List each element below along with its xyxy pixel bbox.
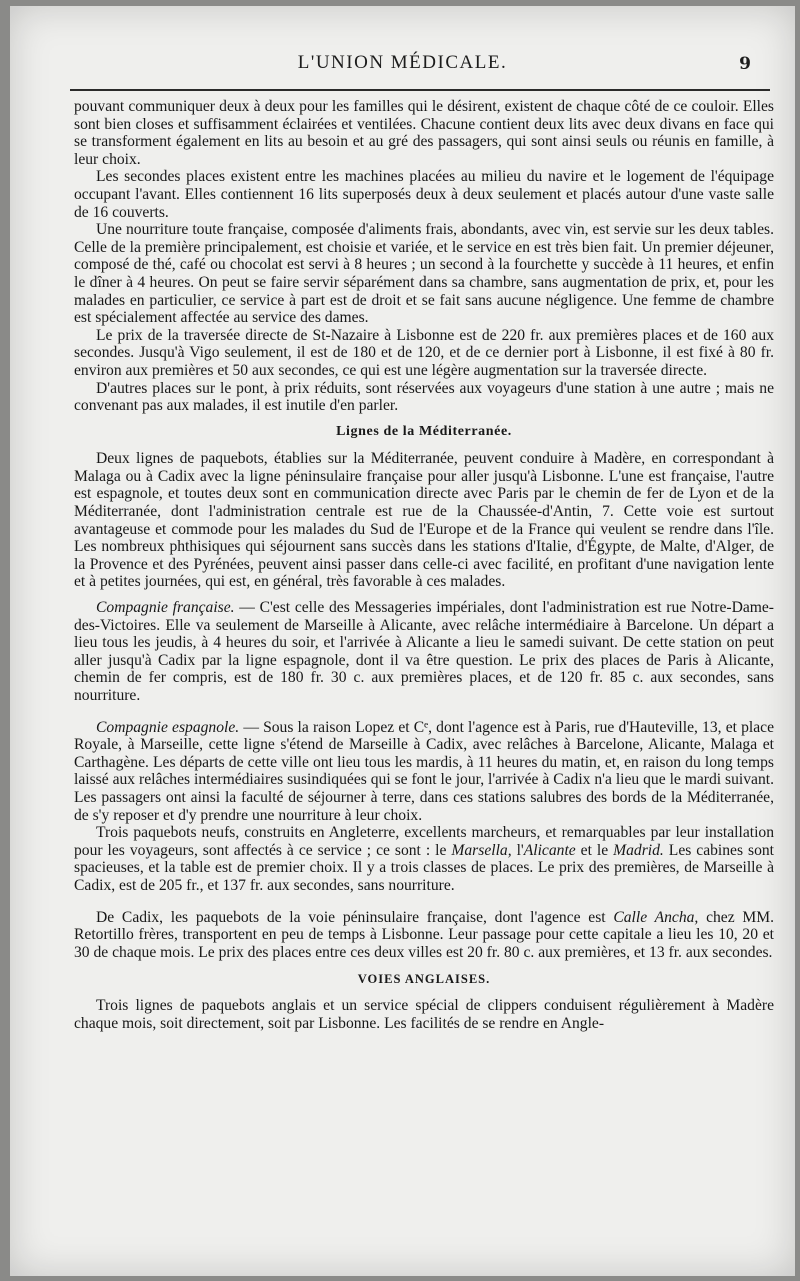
paragraph-text: chez MM. Retortillo frères, transportent en peu de temps à Lisbonne. Leur passage pour cette capitale a lieu les 10, 20 et 30 de chaque mois. Le prix des places entre ces deux villes est 20 fr. 80 c. aux premières, et 13 fr. aux secondes.	[74, 908, 775, 961]
paragraph-text: — Sous la raison Lopez et Cᵉ, dont l'agence est à Paris, rue d'Hauteville, 13, et place Royale, à Marseille, cette ligne s'étend de Marseille à Cadix, avec relâches à Barcelone, Alicante, Malaga et Carthagène. Les départs de cette ville ont lieu tous les mardis, à 11 heures du matin, et, en raison du long temps laissé aux relâches intermédiaires susindiquées qui se font le jour, l'arrivée à Cadix n'a lieu que le mardi suivant. Les passagers ont ainsi la faculté de séjourner à terre, dans ces stations salubres des bords de la Méditerranée, de s'y reposer et d'y prendre une nourriture à leur choix.	[74, 718, 774, 824]
paragraph-label: Compagnie française.	[96, 599, 235, 617]
paragraph-label: Compagnie espagnole.	[96, 718, 240, 736]
article-body	[74, 98, 774, 1032]
paragraph-cadix	[74, 909, 774, 962]
paragraph-text: De Cadix, les paquebots de la voie péninsulaire française, dont l'agence est	[96, 908, 614, 926]
page-header	[10, 52, 795, 82]
section-heading-mediterranee: Lignes de la Méditerranée.	[336, 423, 512, 439]
paragraph: pouvant communiquer deux à deux pour les familles qui le désirent, existent de chaque côté de ce couloir. Elles sont bien closes et suffisamment éclairées et ventilées. Chacune contient deux lits avec deux divans en face qui se transforment également en lits au besoin et au gré des passagers, qui sont ainsi seuls ou réunis en famille, à leur choix.	[74, 98, 774, 168]
spacer	[74, 591, 774, 599]
paragraph-ships	[74, 824, 774, 894]
paragraph: Les secondes places existent entre les machines placées au milieu du navire et le logement de l'équipage occupant l'avant. Elles contiennent 16 lits superposés deux à deux seulement et placés autour d'une vaste salle de 16 couverts.	[74, 168, 774, 221]
paragraph: Une nourriture toute française, composée d'aliments frais, abondants, avec vin, est servie sur les deux tables. Celle de la première principalement, est choisie et variée, et le service en est très bien fait. Un premier déjeuner, composé de thé, café ou chocolat est servi à 8 heures ; un second à la fourchette y succède à 11 heures, et enfin le dîner à 4 heures. On peut se faire servir séparément dans sa chambre, sans augmentation de prix, et, pour les malades en particulier, ce service à part est de droit et se fait sans aucune négligence. Une femme de chambre est spécialement affectée au service des dames.	[74, 221, 774, 327]
paragraph-text: Les cabines sont spacieuses, et la table est de premier choix. Il y a trois classes de places. Le prix des premières, de Marseille à Cadix, est de 205 fr., et 137 fr. aux secondes, sans nourriture.	[74, 841, 775, 894]
paragraph-compagnie-francaise	[74, 599, 774, 705]
header-rule	[70, 89, 770, 91]
spacer	[74, 895, 774, 909]
ship-name: Madrid.	[613, 841, 664, 859]
place-name: Calle Ancha,	[613, 908, 699, 926]
paragraph-compagnie-espagnole	[74, 719, 774, 825]
paragraph: Deux lignes de paquebots, établies sur la Méditerranée, peuvent conduire à Madère, en correspondant à Malaga ou à Cadix avec la ligne péninsulaire française pour aller jusqu'à Lisbonne. L'une est française, l'autre est espagnole, et toutes deux sont en communication directe avec Paris par le chemin de fer de Lyon et de la Méditerranée, dont l'administration centrale est rue de la Chaussée-d'Antin, 7. Cette voie est surtout avantageuse et commode pour les malades du Sud de l'Europe et de la France qui veulent se rendre dans l'île. Les nombreux phthisiques qui séjournent sans succès dans les stations d'Italie, d'Égypte, de Malte, d'Alger, de la Provence et des Pyrénées, peuvent ainsi passer dans celle-ci avec facilité, en profitant d'une navigation lente et à petites journées, qui est, en général, très favorable à ces malades.	[74, 450, 774, 591]
paragraph-text: Trois paquebots neufs, construits en Angleterre, excellents marcheurs, et remarquables par leur installation pour les voyageurs, sont affectés à ce service ; ce sont : le	[74, 824, 774, 859]
spacer	[74, 705, 774, 719]
paragraph: Trois lignes de paquebots anglais et un service spécial de clippers conduisent régulièrement à Madère chaque mois, soit directement, soit par Lisbonne. Les facilités de se rendre en Angle-	[74, 996, 774, 1032]
page	[10, 6, 795, 1276]
paragraph-text: — C'est celle des Messageries impériales, dont l'administration est rue Notre-Dame-des-Victoires. Elle va seulement de Marseille à Alicante, avec relâche intermédiaire à Barcelone. Un départ a lieu tous les jeudis, à 4 heures du soir, et l'arrivée à Alicante a lieu le samedi suivant. De cette station on peut aller jusqu'à Cadix par la ligne espagnole, dont il va être question. Le prix des places de Paris à Alicante, chemin de fer compris, est de 180 fr. 30 c. aux premières places, et de 120 fr. 85 c. aux secondes, sans nourriture.	[74, 599, 774, 704]
page-number: 9	[739, 54, 751, 74]
paragraph-text: l'	[511, 841, 524, 859]
ship-name: Marsella,	[451, 841, 512, 859]
paragraph: Le prix de la traversée directe de St-Nazaire à Lisbonne est de 220 fr. aux premières places et de 160 aux secondes. Jusqu'à Vigo seulement, il est de 180 et de 120, et de ce dernier port à Lisbonne, il est fixé à 80 fr. environ aux premières et 50 aux secondes, ce qui est une légère augmentation sur la traversée directe.	[74, 326, 774, 379]
section-heading-voies-anglaises: VOIES ANGLAISES.	[357, 972, 491, 987]
paragraph-text: et le	[575, 841, 614, 859]
ship-name: Alicante	[523, 841, 576, 859]
running-title: L'UNION MÉDICALE.	[297, 52, 508, 73]
paragraph: D'autres places sur le pont, à prix réduits, sont réservées aux voyageurs d'une station à une autre ; mais ne convenant pas aux malades, il est inutile d'en parler.	[74, 379, 774, 415]
